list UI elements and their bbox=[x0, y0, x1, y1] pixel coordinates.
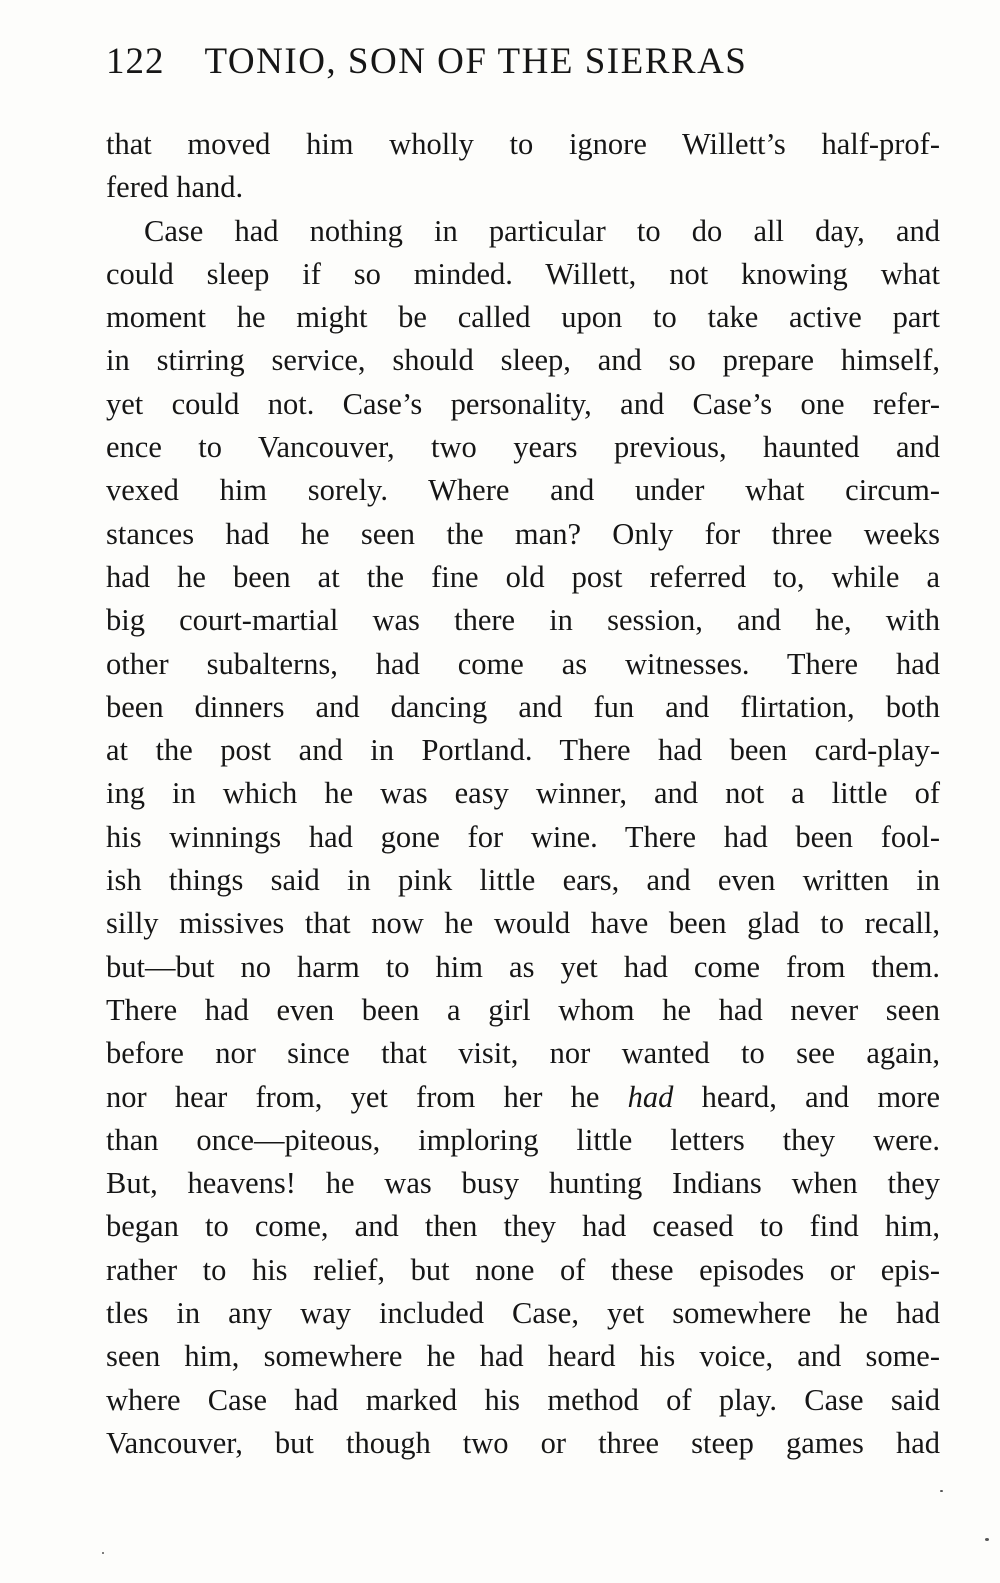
text-line: moment he might be called upon to take active part bbox=[106, 300, 940, 335]
text-line: silly missives that now he would have been glad to recall, bbox=[106, 906, 940, 941]
text-line: ence to Vancouver, two years previous, haunted and bbox=[106, 430, 940, 465]
text-line: rather to his relief, but none of these episodes or epis- bbox=[106, 1252, 940, 1287]
italic-word: had bbox=[627, 1079, 674, 1114]
text-line: his winnings had gone for wine. There had been fool- bbox=[106, 819, 940, 854]
text-line: where Case had marked his method of play. Case said bbox=[106, 1382, 940, 1417]
text-line: yet could not. Case’s personality, and Case’s one refer- bbox=[106, 386, 940, 421]
text-line: ish things said in pink little ears, and even written in bbox=[106, 863, 940, 898]
text-line: seen him, somewhere he had heard his voice, and some- bbox=[106, 1339, 940, 1374]
text-line: that moved him wholly to ignore Willett’s half-prof- bbox=[106, 127, 940, 161]
text-line: tles in any way included Case, yet somewhere he had bbox=[106, 1296, 940, 1331]
text-line: could sleep if so minded. Willett, not knowing what bbox=[106, 256, 940, 291]
text-line: before nor since that visit, nor wanted to see again, bbox=[106, 1036, 940, 1071]
text-segment: nor hear from, yet from her he bbox=[106, 1079, 600, 1114]
book-title: TONIO, SON OF THE SIERRAS bbox=[204, 41, 748, 82]
page-number: 122 bbox=[106, 41, 165, 82]
text-line: had he been at the fine old post referred to, while a bbox=[106, 559, 940, 594]
text-line: big court-martial was there in session, and he, with bbox=[106, 603, 940, 638]
text-line: in stirring service, should sleep, and so prepare himself, bbox=[106, 343, 940, 378]
text-line-with-italic bbox=[106, 1076, 940, 1119]
body-text bbox=[106, 123, 940, 1465]
scan-speck bbox=[940, 1490, 943, 1492]
text-line: vexed him sorely. Where and under what circum- bbox=[106, 473, 940, 508]
text-line: Vancouver, but though two or three steep games had bbox=[106, 1425, 940, 1460]
text-line: fered hand. bbox=[106, 170, 244, 205]
text-line: But, heavens! he was busy hunting Indians when they bbox=[106, 1166, 940, 1201]
scan-speck bbox=[102, 1552, 104, 1554]
text-line: stances had he seen the man? Only for three weeks bbox=[106, 516, 940, 551]
text-line: than once—piteous, imploring little letters they were. bbox=[106, 1122, 940, 1157]
scan-speck bbox=[985, 1538, 989, 1541]
text-line: ing in which he was easy winner, and not a little of bbox=[106, 776, 940, 811]
text-segment: heard, and more bbox=[701, 1079, 940, 1114]
running-head bbox=[106, 40, 866, 88]
text-line: There had even been a girl whom he had never seen bbox=[106, 992, 940, 1027]
text-line: at the post and in Portland. There had been card-play- bbox=[106, 733, 940, 768]
text-line: but—but no harm to him as yet had come from them. bbox=[106, 949, 940, 984]
text-line: other subalterns, had come as witnesses. There had bbox=[106, 646, 940, 681]
text-line: began to come, and then they had ceased to find him, bbox=[106, 1209, 940, 1244]
text-line: been dinners and dancing and fun and flirtation, both bbox=[106, 689, 940, 724]
text-line: Case had nothing in particular to do all day, and bbox=[144, 213, 940, 248]
